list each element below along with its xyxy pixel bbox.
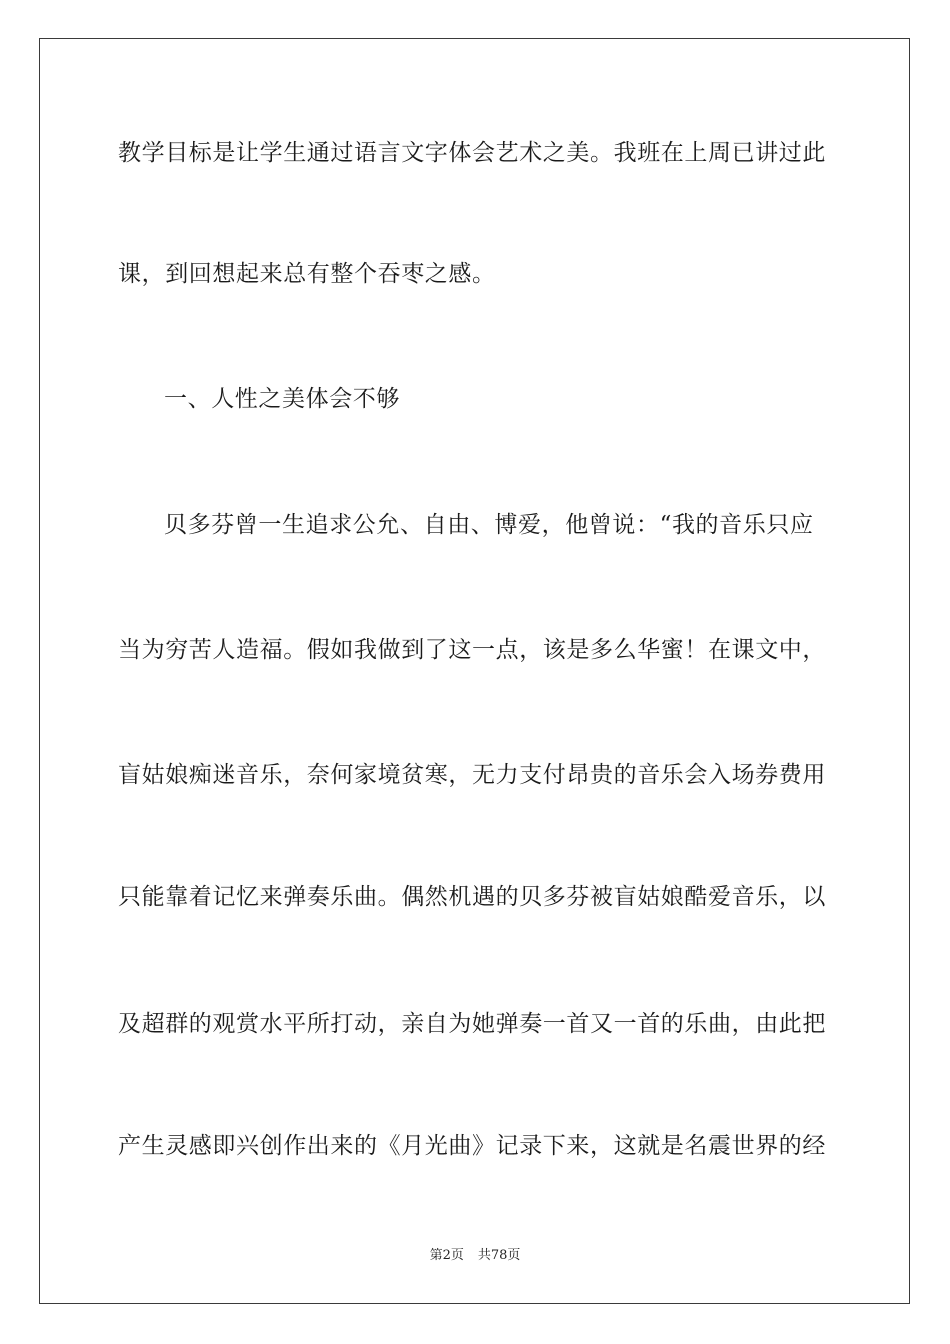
paragraph-line: 教学目标是让学生通过语言文字体会艺术之美。我班在上周已讲过此 <box>118 140 826 166</box>
page-frame <box>39 38 910 1304</box>
paragraph-line: 产生灵感即兴创作出来的《月光曲》记录下来，这就是名震世界的经 <box>118 1133 826 1159</box>
paragraph-line: 贝多芬曾一生追求公允、自由、博爱，他曾说：“我的音乐只应 <box>164 512 814 538</box>
paragraph-line: 当为穷苦人造福。假如我做到了这一点，该是多么华蜜！在课文中， <box>118 637 826 663</box>
paragraph-line: 盲姑娘痴迷音乐，奈何家境贫寒，无力支付昂贵的音乐会入场券费用 <box>118 762 826 788</box>
page-number: 第2页 <box>429 1248 464 1263</box>
paragraph-line: 只能靠着记忆来弹奏乐曲。偶然机遇的贝多芬被盲姑娘酷爱音乐，以 <box>118 884 826 910</box>
page-footer <box>0 1247 950 1265</box>
total-pages: 共78页 <box>477 1248 521 1263</box>
section-heading: 一、人性之美体会不够 <box>164 386 400 412</box>
paragraph-line: 课，到回想起来总有整个吞枣之感。 <box>118 261 496 287</box>
paragraph-line: 及超群的观赏水平所打动，亲自为她弹奏一首又一首的乐曲，由此把 <box>118 1011 826 1037</box>
